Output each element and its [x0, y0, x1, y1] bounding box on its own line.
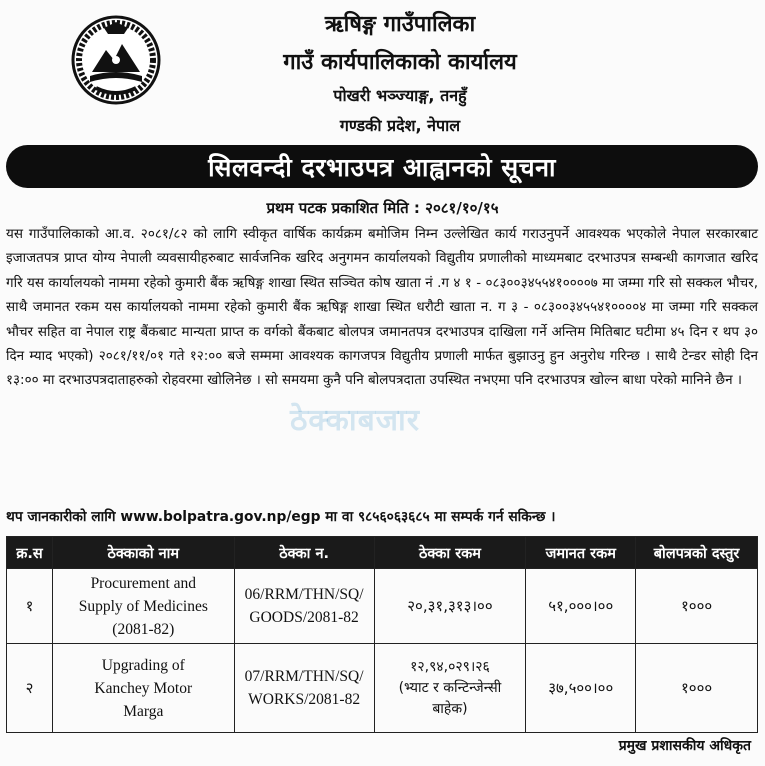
province-country: गण्डकी प्रदेश, नेपाल	[339, 116, 461, 135]
cell-contract-name	[52, 569, 234, 644]
nepal-emblem-icon	[70, 14, 162, 106]
contact-info: थप जानकारीको लागि www.bolpatra.gov.np/egp मा वा ९८५६०६३६८५ मा सम्पर्क गर्न सकिन्छ ।	[6, 509, 556, 525]
notice-body-text: यस गाउँपालिकाको आ.व. २०८१/८२ को लागि स्वीकृत वार्षिक कार्यक्रम बमोजिम निम्न उल्लेखित कार्य गराउनुपर्ने आवश्यक भएकोले नेपाल सरकारबाट इजाजतपत्र प्राप्त योग्य नेपाली व्यवसायीहरुबाट सार्वजनिक खरिद अनुगमन कार्यालयको विद्युतीय प्रणालीको माध्यमबाट दरभाउपत्र सम्बन्धी कागजात खरिद गरि यस कार्यालयको नाममा रहेको कुमारी बैंक ऋषिङ्ग शाखा स्थित सञ्चित कोष खाता नं .ग ४ १ - ०८३००३४५५४१००००७ मा जम्मा गरि सो सक्कल भौचर, साथै जमानत रकम यस कार्यालयको नाममा रहेको कुमारी बैंक ऋषिङ्ग शाखा स्थित धरौटी खाता न. ग ३ - ०८३००३४५५४१००००४ मा जम्मा गरि सक्कल भौचर सहित वा नेपाल राष्ट्र बैंकबाट मान्यता प्राप्त क वर्गको बैंकबाट बोलपत्र जमानतपत्र दरभाउपत्र दाखिला गर्ने अन्तिम मितिबाट घटीमा ४५ दिन र थप ३० दिन म्याद भएको) २०८१/११/०१ गते १२:०० बजे सम्ममा आवश्यक कागजपत्र विद्युतीय प्रणाली मार्फत बुझाउनु हुन अनुरोध गरिन्छ । साथै टेन्डर सोही दिन १३:०० मा दरभाउपत्रदाताहरुको रोहवरमा खोलिनेछ । सो समयमा कुनै पनि बोलपत्रदाता उपस्थित नभएमा पनि दरभाउपत्र खोल्न बाधा परेको मानिने छैन ।	[6, 226, 758, 389]
office-location: पोखरी भञ्ज्याङ्ग, तनहुँ	[333, 86, 467, 105]
notice-title-band	[6, 145, 758, 188]
cell-fee: १०००	[636, 569, 758, 644]
table-row	[7, 569, 758, 644]
contract-name-line: Marga	[123, 702, 164, 720]
notice-title: सिलवन्दी दरभाउपत्र आह्वानको सूचना	[208, 152, 556, 182]
tender-table	[6, 536, 758, 733]
office-name: गाउँ कार्यपालिकाको कार्यालय	[283, 50, 517, 75]
table-row	[7, 644, 758, 733]
signature-designation: प्रमुख प्रशासकीय अधिकृत	[618, 738, 751, 754]
cell-sn: २	[7, 644, 53, 733]
contract-no-line: 06/RRM/THN/SQ/	[244, 586, 364, 603]
cell-contract-no	[234, 644, 374, 733]
contract-no-line: GOODS/2081-82	[249, 609, 359, 626]
watermark-logo: ठेक्काबजार	[290, 403, 421, 438]
cell-contract-name	[52, 644, 234, 733]
col-header-contract-name: ठेक्काको नाम	[52, 537, 234, 569]
amount-line: २०,३१,३१३।००	[407, 597, 493, 615]
published-date: प्रथम पटक प्रकाशित मिति : २०८१/१०/१५	[266, 199, 499, 217]
cell-amount	[374, 644, 526, 733]
contract-name-line: Kanchey Motor	[94, 679, 193, 697]
col-header-security: जमानत रकम	[526, 537, 636, 569]
col-header-fee: बोलपत्रको दस्तुर	[636, 537, 758, 569]
contract-name-line: Upgrading of	[101, 656, 185, 674]
table-header-row	[7, 537, 758, 569]
amount-line: बाहेक)	[432, 700, 468, 717]
amount-line: १२,९४,०२९।२६	[410, 658, 490, 675]
cell-fee: १०००	[636, 644, 758, 733]
contract-name-line: Procurement and	[90, 574, 197, 592]
cell-security: ३७,५००।००	[526, 644, 636, 733]
contract-no-line: WORKS/2081-82	[248, 691, 361, 708]
col-header-sn: क्र.स	[7, 537, 53, 569]
contract-name-line: Supply of Medicines	[78, 597, 208, 615]
municipality-name: ऋषिङ्ग गाउँपालिका	[324, 12, 476, 37]
contract-name-line: (2081-82)	[112, 620, 175, 638]
cell-security: ५१,०००।००	[526, 569, 636, 644]
contract-no-line: 07/RRM/THN/SQ/	[244, 668, 364, 685]
cell-amount	[374, 569, 526, 644]
amount-line: (भ्याट र कन्टिन्जेन्सी	[398, 679, 502, 696]
cell-sn: १	[7, 569, 53, 644]
col-header-contract-no: ठेक्का न.	[234, 537, 374, 569]
col-header-amount: ठेक्का रकम	[374, 537, 526, 569]
cell-contract-no	[234, 569, 374, 644]
